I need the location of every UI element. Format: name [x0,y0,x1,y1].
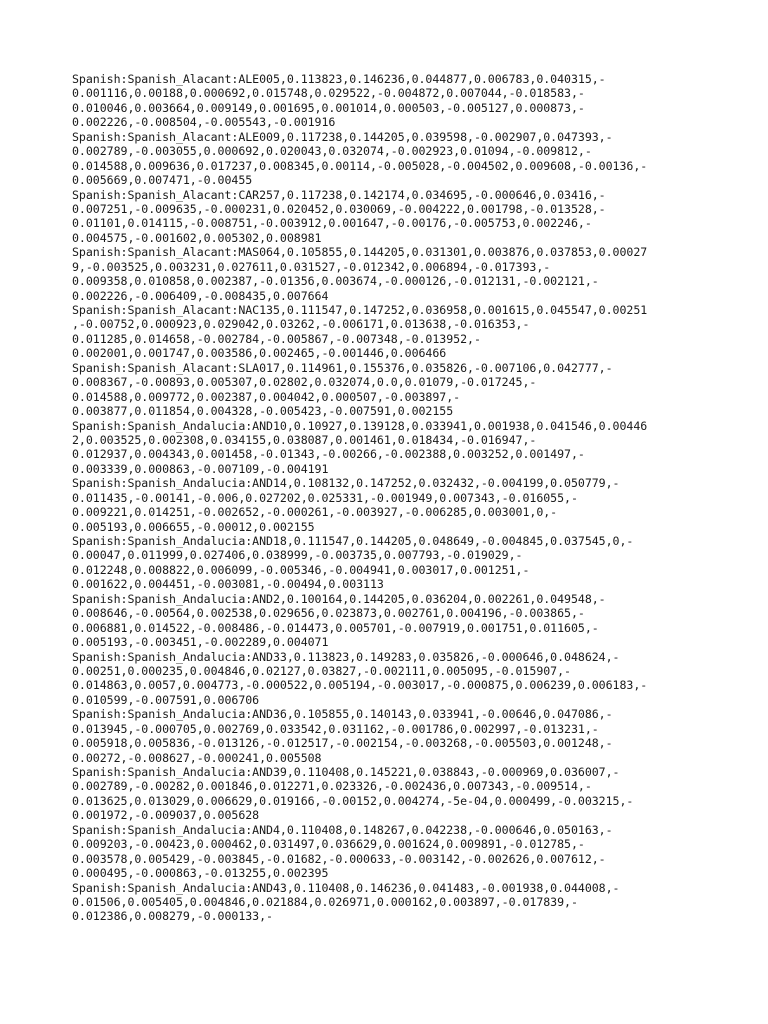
document-page [72,72,712,924]
text-line: Spanish:Spanish_Andalucia:AND14,0.108132,0.147252,0.032432,-0.004199,0.050779,- [72,476,620,491]
text-line: 0.002789,-0.003055,0.000692,0.020043,0.032074,-0.002923,0.01094,-0.009812,- [72,144,592,159]
text-line: 0.002789,-0.00282,0.001846,0.012271,0.023326,-0.002436,0.007343,-0.009514,- [72,779,592,794]
text-line: 0.001972,-0.009037,0.005628 [72,808,260,823]
text-line: Spanish:Spanish_Alacant:ALE009,0.117238,0.144205,0.039598,-0.002907,0.047393,- [72,129,613,144]
text-line: 0.008367,-0.00893,0.005307,0.02802,0.032074,0.0,0.01079,-0.017245,- [72,375,537,390]
text-line: ,-0.00752,0.000923,0.029042,0.03262,-0.006171,0.013638,-0.016353,- [72,317,530,332]
text-line: 0.002001,0.001747,0.003586,0.002465,-0.001446,0.006466 [72,346,447,361]
text-line: 0.014588,0.009636,0.017237,0.008345,0.00114,-0.005028,-0.004502,0.009608,-0.00136,- [72,158,648,173]
text-line: Spanish:Spanish_Andalucia:AND10,0.10927,0.139128,0.033941,0.001938,0.041546,0.00446 [72,418,648,433]
text-line: Spanish:Spanish_Andalucia:AND33,0.113823,0.149283,0.035826,-0.000646,0.048624,- [72,649,620,664]
text-line: 0.00047,0.011999,0.027406,0.038999,-0.003735,0.007793,-0.019029,- [72,548,523,563]
text-line: 0.014863,0.0057,0.004773,-0.000522,0.005194,-0.003017,-0.000875,0.006239,0.006183,- [72,678,648,693]
text-line: 0.01506,0.005405,0.004846,0.021884,0.026971,0.000162,0.003897,-0.017839,- [72,894,578,909]
text-line: 0.00251,0.000235,0.004846,0.02127,0.03827,-0.002111,0.005095,-0.015907,- [72,663,571,678]
text-line: 0.009221,0.014251,-0.002652,-0.000261,-0.003927,-0.006285,0.003001,0,- [72,505,558,520]
text-line: 0.005918,0.005836,-0.013126,-0.012517,-0.002154,-0.003268,-0.005503,0.001248,- [72,736,613,751]
text-line: Spanish:Spanish_Andalucia:AND18,0.111547,0.144205,0.048649,-0.004845,0.037545,0,- [72,534,634,548]
text-line: 0.009358,0.010858,0.002387,-0.01356,0.003674,-0.000126,-0.012131,-0.002121,- [72,274,599,289]
text-line: Spanish:Spanish_Alacant:MAS064,0.105855,0.144205,0.031301,0.003876,0.037853,0.00027 [72,245,648,260]
text-line: 0.013625,0.013029,0.006629,0.019166,-0.00152,0.004274,-5e-04,0.000499,-0.003215,- [72,793,634,808]
text-line: 0.010599,-0.007591,0.006706 [72,692,260,707]
text-line: 0.012248,0.008822,0.006099,-0.005346,-0.004941,0.003017,0.001251,- [72,562,530,577]
text-line: 0.005193,0.006655,-0.00012,0.002155 [72,519,315,534]
text-line: 0.002226,-0.008504,-0.005543,-0.001916 [72,115,336,130]
text-line: 0.003339,0.000863,-0.007109,-0.004191 [72,461,329,476]
text-line: Spanish:Spanish_Andalucia:AND36,0.105855,0.140143,0.033941,-0.00646,0.047086,- [72,707,613,722]
text-line: Spanish:Spanish_Andalucia:AND2,0.100164,0.144205,0.036204,0.002261,0.049548,- [72,591,606,606]
text-line: 9,-0.003525,0.003231,0.027611,0.031527,-0.012342,0.006894,-0.017393,- [72,259,551,274]
text-line: 0.008646,-0.00564,0.002538,0.029656,0.023873,0.002761,0.004196,-0.003865,- [72,606,585,621]
text-line: 2,0.003525,0.002308,0.034155,0.038087,0.001461,0.018434,-0.016947,- [72,432,537,447]
text-line: Spanish:Spanish_Andalucia:AND39,0.110408,0.145221,0.038843,-0.000969,0.036007,- [72,765,620,779]
text-line: Spanish:Spanish_Andalucia:AND43,0.110408,0.146236,0.041483,-0.001938,0.044008,- [72,880,620,895]
text-line: 0.003578,0.005429,-0.003845,-0.01682,-0.000633,-0.003142,-0.002626,0.007612,- [72,851,606,866]
text-line: 0.001116,0.00188,0.000692,0.015748,0.029522,-0.004872,0.007044,-0.018583,- [72,86,585,101]
text-line: 0.003877,0.011854,0.004328,-0.005423,-0.007591,0.002155 [72,404,454,419]
text-line: 0.012386,0.008279,-0.000133,- [72,909,273,924]
text-line: 0.010046,0.003664,0.009149,0.001695,0.001014,0.000503,-0.005127,0.000873,- [72,100,585,115]
text-line: 0.002226,-0.006409,-0.008435,0.007664 [72,288,329,303]
text-line: 0.004575,-0.001602,0.005302,0.008981 [72,230,322,245]
text-line: 0.005669,0.007471,-0.00455 [72,173,253,188]
text-line: 0.009203,-0.00423,0.000462,0.031497,0.036629,0.001624,0.009891,-0.012785,- [72,837,585,852]
text-line: 0.007251,-0.009635,-0.000231,0.020452,0.030069,-0.004222,0.001798,-0.013528,- [72,201,606,216]
text-line: 0.000495,-0.000863,-0.013255,0.002395 [72,866,329,881]
text-line: 0.014588,0.009772,0.002387,0.004042,0.000507,-0.003897,- [72,389,461,404]
text-line: 0.013945,-0.000705,0.002769,0.033542,0.031162,-0.001786,0.002997,-0.013231,- [72,721,599,736]
text-line: 0.001622,0.004451,-0.003081,-0.00494,0.003113 [72,577,384,592]
text-line: Spanish:Spanish_Alacant:CAR257,0.117238,0.142174,0.034695,-0.000646,0.03416,- [72,187,606,202]
text-line: 0.00272,-0.008627,-0.000241,0.005508 [72,750,322,765]
text-line: 0.006881,0.014522,-0.008486,-0.014473,0.005701,-0.007919,0.001751,0.011605,- [72,620,599,635]
text-line: 0.012937,0.004343,0.001458,-0.01343,-0.00266,-0.002388,0.003252,0.001497,- [72,447,585,462]
text-line: 0.005193,-0.003451,-0.002289,0.004071 [72,635,329,650]
text-line: Spanish:Spanish_Alacant:ALE005,0.113823,0.146236,0.044877,0.006783,0.040315,- [72,72,606,86]
text-line: Spanish:Spanish_Andalucia:AND4,0.110408,0.148267,0.042238,-0.000646,0.050163,- [72,822,613,837]
text-line: 0.011435,-0.00141,-0.006,0.027202,0.025331,-0.001949,0.007343,-0.016055,- [72,490,578,505]
text-line: 0.01101,0.014115,-0.008751,-0.003912,0.001647,-0.00176,-0.005753,0.002246,- [72,216,592,231]
text-line: 0.011285,0.014658,-0.002784,-0.005867,-0.007348,-0.013952,- [72,331,481,346]
text-line: Spanish:Spanish_Alacant:SLA017,0.114961,0.155376,0.035826,-0.007106,0.042777,- [72,360,613,375]
text-line: Spanish:Spanish_Alacant:NAC135,0.111547,0.147252,0.036958,0.001615,0.045547,0.00251 [72,303,648,317]
